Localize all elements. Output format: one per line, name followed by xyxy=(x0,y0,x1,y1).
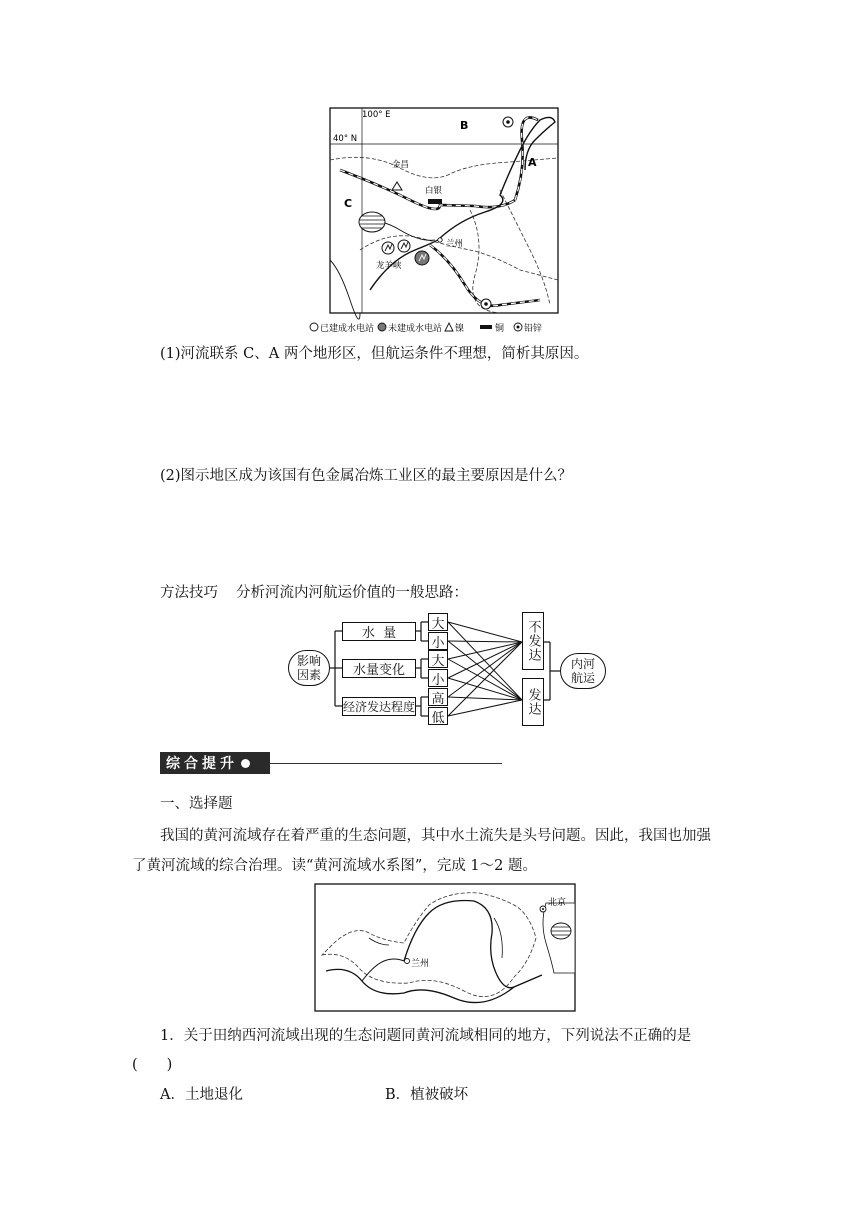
flow-factor-volume: 水 量 xyxy=(342,622,416,641)
flow-not-developed: 不发达 xyxy=(522,612,544,670)
yellow-river-map xyxy=(314,883,576,1013)
map2-lanzhou: 兰州 xyxy=(411,959,430,969)
part1-intro-line1: 我国的黄河流域存在着严重的生态问题，其中水土流失是头号问题。因此，我国也加强 xyxy=(160,828,711,844)
longitude-label: 100° E xyxy=(362,110,391,120)
legend-copper: 铜 xyxy=(495,324,505,334)
legend-built-station: 已建成水电站 xyxy=(320,324,375,334)
method-heading: 方法技巧 xyxy=(160,585,218,601)
flow-small-1: 小 xyxy=(428,632,448,650)
method-text: 分析河流内河航运价值的一般思路： xyxy=(236,585,468,601)
section-dot-icon xyxy=(241,759,250,768)
section-divider xyxy=(270,763,502,764)
region-b-label: B xyxy=(460,119,469,132)
city-baiyin: 白银 xyxy=(425,186,443,196)
legend-nickel: 镍 xyxy=(455,324,465,334)
flow-developed: 发达 xyxy=(522,678,544,726)
question-1: (1)河流联系 C、A 两个地形区，但航运条件不理想，简析其原因。 xyxy=(160,346,589,362)
region-c-label: C xyxy=(344,197,353,210)
choice-question-1-line2: ( ) xyxy=(132,1057,173,1073)
flow-result: 内河航运 xyxy=(560,653,606,689)
choice-question-1-line1: 1．关于田纳西河流域出现的生态问题同黄河流域相同的地方，下列说法不正确的是 xyxy=(160,1028,692,1044)
question-2: (2)图示地区成为该国有色金属冶炼工业区的最主要原因是什么？ xyxy=(160,468,573,484)
flow-high: 高 xyxy=(428,688,448,706)
flow-small-2: 小 xyxy=(428,669,448,687)
map-legend xyxy=(310,322,542,334)
option-a: A．土地退化 xyxy=(160,1087,243,1103)
city-jinchang: 金昌 xyxy=(392,160,410,170)
flow-root: 影响因素 xyxy=(288,650,330,686)
legend-lead-zinc: 铅锌 xyxy=(524,324,543,334)
flow-factor-economy: 经济发达程度 xyxy=(342,697,416,716)
option-b: B．植被破坏 xyxy=(385,1087,469,1103)
map2-beijing: 北京 xyxy=(548,898,567,908)
city-lanzhou: 兰州 xyxy=(446,239,464,249)
place-longyangxia: 龙羊峡 xyxy=(376,261,402,271)
flow-big-2: 大 xyxy=(428,650,448,668)
part1-intro-line2: 了黄河流域的综合治理。读“黄河流域水系图”，完成 1～2 题。 xyxy=(132,858,537,874)
flow-low: 低 xyxy=(428,707,448,725)
method-tip xyxy=(160,583,468,603)
river-map-figure xyxy=(300,100,590,340)
region-a-label: A xyxy=(528,156,537,169)
flow-factor-variation: 水量变化 xyxy=(342,659,416,678)
section-header xyxy=(160,752,270,774)
flow-big-1: 大 xyxy=(428,613,448,631)
part1-heading: 一、选择题 xyxy=(160,796,233,812)
legend-unbuilt-station: 未建成水电站 xyxy=(388,324,443,334)
navigation-factors-diagram xyxy=(288,612,608,734)
latitude-label: 40° N xyxy=(333,134,358,144)
section-title: 综合提升 xyxy=(166,756,238,772)
